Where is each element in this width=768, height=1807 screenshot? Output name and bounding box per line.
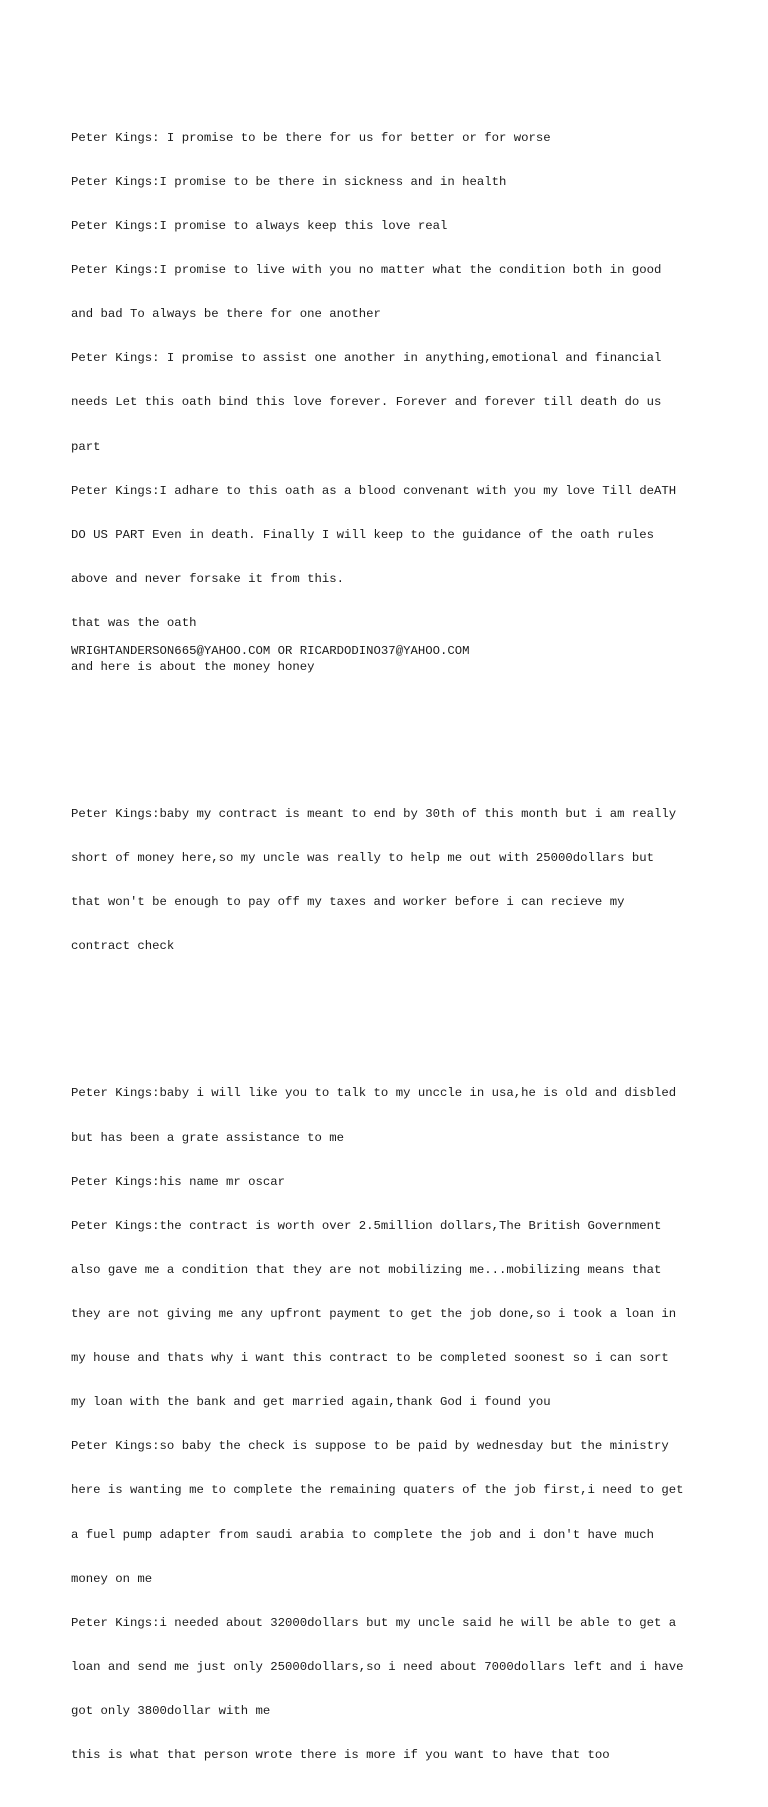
- text-line: Peter Kings:the contract is worth over 2.5million dollars,The British Government: [71, 1218, 662, 1233]
- text-line: Peter Kings:I promise to always keep this love real: [71, 219, 448, 234]
- text-line: needs Let this oath bind this love forever. Forever and forever till death do us: [71, 395, 662, 410]
- text-line: Peter Kings:I promise to be there in sickness and in health: [71, 174, 507, 189]
- text-line: Peter Kings:baby my contract is meant to end by 30th of this month but i am really: [71, 807, 677, 822]
- text-line: and bad To always be there for one another: [71, 307, 381, 322]
- text-line: Peter Kings:I promise to live with you no matter what the condition both in good: [71, 263, 662, 278]
- text-line: and here is about the money honey: [71, 660, 315, 675]
- text-line: loan and send me just only 25000dollars,so i need about 7000dollars left and i have: [71, 1659, 684, 1674]
- email-addresses: WRIGHTANDERSON665@YAHOO.COM OR RICARDODINO37@YAHOO.COM: [71, 644, 470, 658]
- text-line: Peter Kings:I adhare to this oath as a blood convenant with you my love Till deATH: [71, 483, 677, 498]
- text-line: part: [71, 439, 101, 454]
- text-line: also gave me a condition that they are not mobilizing me...mobilizing means that: [71, 1262, 662, 1277]
- text-line: got only 3800dollar with me: [71, 1704, 271, 1719]
- text-line: Peter Kings: I promise to assist one another in anything,emotional and financial: [71, 351, 662, 366]
- text-line: Peter Kings:so baby the check is suppose to be paid by wednesday but the ministry: [71, 1439, 669, 1454]
- text-line: that won't be enough to pay off my taxes and worker before i can recieve my: [71, 895, 625, 910]
- contract-block: [71, 778, 711, 984]
- text-line: here is wanting me to complete the remaining quaters of the job first,i need to get: [71, 1483, 684, 1498]
- text-line: my loan with the bank and get married again,thank God i found you: [71, 1395, 551, 1410]
- text-line: Peter Kings: I promise to be there for us for better or for worse: [71, 130, 551, 145]
- text-line: Peter Kings:i needed about 32000dollars but my uncle said he will be able to get a: [71, 1615, 677, 1630]
- text-line: above and never forsake it from this.: [71, 571, 345, 586]
- text-line: short of money here,so my uncle was really to help me out with 25000dollars but: [71, 851, 654, 866]
- paragraph-gap: [71, 734, 711, 749]
- text-line: a fuel pump adapter from saudi arabia to complete the job and i don't have much: [71, 1527, 654, 1542]
- text-line: money on me: [71, 1571, 153, 1586]
- text-line: that was the oath: [71, 616, 197, 631]
- uncle-block: [71, 1057, 711, 1792]
- text-line: contract check: [71, 939, 175, 954]
- text-line: they are not giving me any upfront payment to get the job done,so i took a loan in: [71, 1307, 677, 1322]
- oath-block: [71, 101, 711, 704]
- document-body: [71, 72, 711, 1807]
- text-line: my house and thats why i want this contract to be completed soonest so i can sort: [71, 1351, 669, 1366]
- text-line: Peter Kings:baby i will like you to talk to my unccle in usa,he is old and disbled: [71, 1086, 677, 1101]
- text-line: DO US PART Even in death. Finally I will keep to the guidance of the oath rules: [71, 527, 654, 542]
- text-line: Peter Kings:his name mr oscar: [71, 1174, 286, 1189]
- text-line: this is what that person wrote there is more if you want to have that too: [71, 1748, 610, 1763]
- text-line: but has been a grate assistance to me: [71, 1130, 345, 1145]
- paragraph-gap: [71, 1013, 711, 1028]
